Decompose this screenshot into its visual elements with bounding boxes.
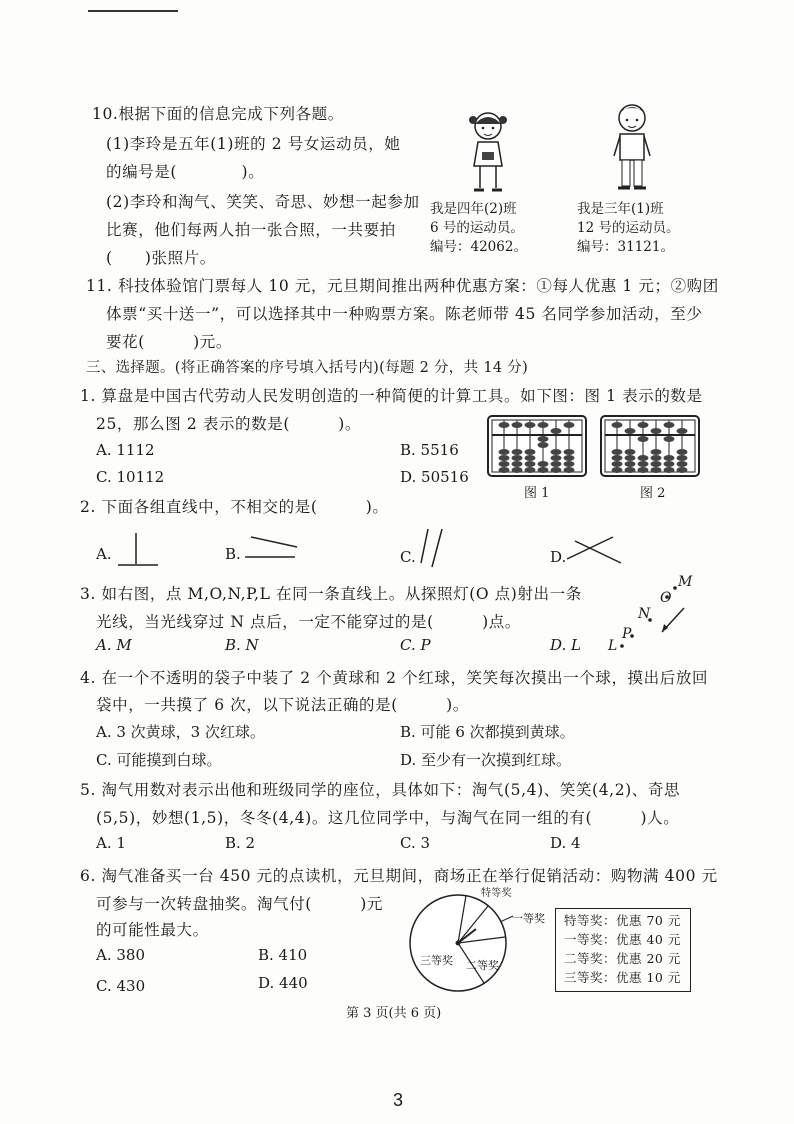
top-rule xyxy=(88,10,178,12)
c1-line2: 25，那么图 2 表示的数是( )。 xyxy=(96,415,362,433)
q11-line2: 体票“买十送一”，可以选择其中一种购票方案。陈老师带 45 名同学参加活动，至少 xyxy=(106,305,703,323)
girl-info-line1: 我是四年(2)班 xyxy=(430,201,517,217)
c3-label-o: O xyxy=(660,590,672,606)
wheel-first-pointer xyxy=(500,914,514,924)
prize-row-special: 特等奖：优惠 70 元 xyxy=(564,913,681,928)
prize-row-first: 一等奖：优惠 40 元 xyxy=(564,932,681,947)
c4-option-c: C. 可能摸到白球。 xyxy=(96,751,222,769)
c1-option-a: A. 1112 xyxy=(96,441,155,459)
c5-option-d: D. 4 xyxy=(550,834,581,852)
c6-line2: 可参与一次转盘抽奖。淘气付( )元 xyxy=(96,895,383,913)
c1-line1: 1. 算盘是中国古代劳动人民发明创造的一种简便的计算工具。如下图：图 1 表示的数是 xyxy=(80,387,703,405)
q11-line1: 11. 科技体验馆门票每人 10 元，元旦期间推出两种优惠方案：①每人优惠 1 元；②购团 xyxy=(86,277,719,295)
c3-label-n: N xyxy=(638,606,651,622)
prize-row-third: 三等奖：优惠 10 元 xyxy=(564,970,681,985)
abacus-figure-2 xyxy=(600,415,700,477)
c5-line2: (5,5)，妙想(1,5)，冬冬(4,4)。这几位同学中，与淘气在同一组的有( )人。 xyxy=(96,809,680,827)
page-number: 3 xyxy=(393,1090,404,1110)
boy-info-line2: 12 号的运动员。 xyxy=(577,220,680,236)
c4-option-b: B. 可能 6 次都摸到黄球。 xyxy=(400,723,575,741)
q10-part2-line2: 比赛，他们每两人拍一张合照，一共要拍 xyxy=(106,221,396,239)
boy-info-line1: 我是三年(1)班 xyxy=(577,201,664,217)
c6-option-a: A. 380 xyxy=(96,946,145,964)
page-footer-label: 第 3 页(共 6 页) xyxy=(346,1006,442,1021)
prize-wheel xyxy=(408,893,508,993)
wheel-label-second: 二等奖 xyxy=(466,959,499,972)
boy-athlete-illustration xyxy=(604,100,664,196)
c2-option-a: A. xyxy=(96,545,112,563)
abacus-figure-1 xyxy=(487,415,587,477)
c2-figure-c-lines xyxy=(418,525,458,570)
section3-title: 三、选择题。(将正确答案的序号填入括号内)(每题 2 分，共 14 分) xyxy=(86,360,529,376)
c4-option-a: A. 3 次黄球，3 次红球。 xyxy=(96,723,265,741)
c6-option-b: B. 410 xyxy=(258,946,308,964)
prize-row-second: 二等奖：优惠 20 元 xyxy=(564,951,681,966)
c4-option-d: D. 至少有一次摸到红球。 xyxy=(400,751,572,769)
girl-info-line3: 编号：42062。 xyxy=(430,239,527,255)
c6-line1: 6. 淘气准备买一台 450 元的点读机，元旦期间，商场正在举行促销活动：购物满 400 元 xyxy=(80,867,718,885)
prize-table xyxy=(555,908,691,992)
c5-option-c: C. 3 xyxy=(400,834,431,852)
c2-option-b: B. xyxy=(225,545,241,563)
girl-athlete-illustration xyxy=(460,108,520,198)
c3-option-c: C. P xyxy=(400,636,431,654)
c3-option-a: A. M xyxy=(96,636,132,654)
c3-option-b: B. N xyxy=(225,636,259,654)
c5-line1: 5. 淘气用数对表示出他和班级同学的座位，具体如下：淘气(5,4)、笑笑(4,2)、奇思 xyxy=(80,781,681,799)
q10-part2-line1: (2)李玲和淘气、笑笑、奇思、妙想一起参加 xyxy=(106,193,420,211)
c6-option-d: D. 440 xyxy=(258,974,308,992)
c3-label-p: P xyxy=(622,626,632,642)
c3-label-l: L xyxy=(608,638,618,654)
c4-line2: 袋中，一共摸了 6 次，以下说法正确的是( )。 xyxy=(96,696,469,714)
q11-line3: 要花( )元。 xyxy=(106,333,232,351)
wheel-label-first: 一等奖 xyxy=(512,912,545,925)
c2-figure-d-lines xyxy=(565,535,625,567)
q10-stem: 10.根据下面的信息完成下列各题。 xyxy=(92,105,344,123)
c3-label-m: M xyxy=(678,574,693,590)
abacus-fig1-caption: 图 1 xyxy=(524,486,550,501)
c2-option-d: D. xyxy=(550,548,567,566)
c2-figure-b-lines xyxy=(245,535,305,565)
wheel-label-special: 特等奖 xyxy=(481,888,512,899)
c2-line1: 2. 下面各组直线中，不相交的是( )。 xyxy=(80,498,389,516)
c3-line1: 3. 如右图，点 M,O,N,P,L 在同一条直线上。从探照灯(O 点)射出一条 xyxy=(80,585,582,603)
c3-option-d: D. L xyxy=(550,636,581,654)
c4-line1: 4. 在一个不透明的袋子中装了 2 个黄球和 2 个红球，笑笑每次摸出一个球，摸出后放回 xyxy=(80,669,709,687)
c1-option-b: B. 5516 xyxy=(400,441,459,459)
wheel-label-third: 三等奖 xyxy=(420,954,453,967)
c2-option-c: C. xyxy=(400,548,416,566)
boy-info-line3: 编号：31121。 xyxy=(577,239,674,255)
q10-part1-line2: 的编号是( )。 xyxy=(106,163,265,181)
c3-line2: 光线，当光线穿过 N 点后，一定不能穿过的是( )点。 xyxy=(96,613,521,631)
c1-option-c: C. 10112 xyxy=(96,468,165,486)
c6-line3: 的可能性最大。 xyxy=(96,921,209,939)
q10-part2-line3: ( )张照片。 xyxy=(106,249,216,267)
abacus-fig2-caption: 图 2 xyxy=(640,486,666,501)
c6-option-c: C. 430 xyxy=(96,977,146,995)
q10-part1-line1: (1)李玲是五年(1)班的 2 号女运动员，她 xyxy=(106,135,401,153)
c1-option-d: D. 50516 xyxy=(400,468,469,486)
c2-figure-a-lines xyxy=(118,530,158,570)
c5-option-b: B. 2 xyxy=(225,834,256,852)
c5-option-a: A. 1 xyxy=(96,834,126,852)
girl-info-line2: 6 号的运动员。 xyxy=(430,220,524,236)
